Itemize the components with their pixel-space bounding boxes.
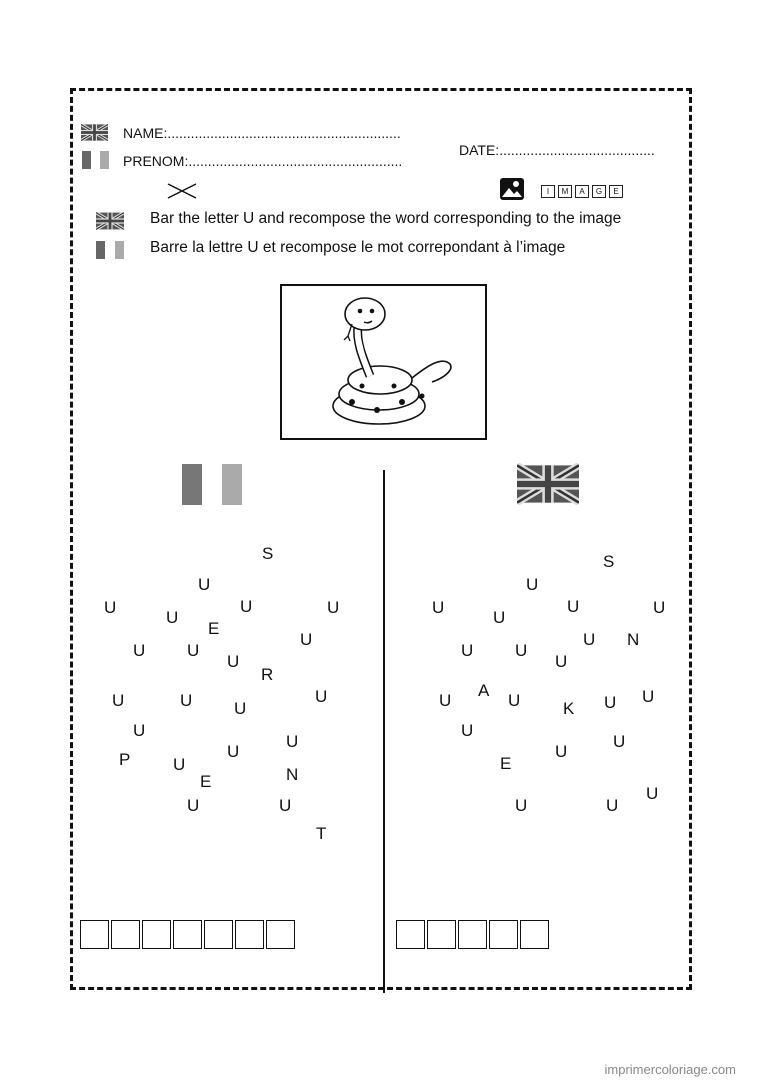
scrambled-letter[interactable]: U bbox=[240, 597, 253, 616]
scrambled-letter[interactable]: S bbox=[603, 552, 615, 571]
scrambled-letter[interactable]: U bbox=[567, 597, 580, 616]
badge-letter: A bbox=[575, 185, 589, 198]
scrambled-letter[interactable]: U bbox=[461, 721, 474, 740]
scrambled-letter[interactable]: U bbox=[300, 630, 313, 649]
scrambled-letter[interactable]: U bbox=[432, 598, 445, 617]
answer-box[interactable] bbox=[204, 920, 233, 949]
scrambled-letter[interactable]: U bbox=[508, 691, 521, 710]
scrambled-letter[interactable]: U bbox=[439, 691, 452, 710]
uk-flag-icon bbox=[81, 124, 108, 141]
scrambled-letter[interactable]: U bbox=[104, 598, 117, 617]
scrambled-letter[interactable]: N bbox=[627, 630, 640, 649]
scrambled-letter[interactable]: U bbox=[187, 641, 200, 660]
scrambled-letter[interactable]: U bbox=[227, 742, 240, 761]
scrambled-letter[interactable]: U bbox=[583, 630, 596, 649]
scrambled-letter[interactable]: U bbox=[327, 598, 340, 617]
scrambled-letter[interactable]: U bbox=[613, 732, 626, 751]
answer-box[interactable] bbox=[266, 920, 295, 949]
scrambled-letter[interactable]: U bbox=[234, 699, 247, 718]
badge-letter: I bbox=[541, 185, 555, 198]
answer-box[interactable] bbox=[520, 920, 549, 949]
snake-illustration bbox=[282, 286, 485, 438]
scrambled-letter[interactable]: E bbox=[500, 754, 512, 773]
french-flag-icon bbox=[182, 464, 242, 505]
french-flag-icon bbox=[96, 241, 124, 259]
scrambled-letter[interactable]: U bbox=[112, 691, 125, 710]
instruction-english: Bar the letter U and recompose the word corresponding to the image bbox=[150, 210, 622, 227]
scrambled-letter[interactable]: U bbox=[187, 796, 200, 815]
answer-boxes-french bbox=[80, 920, 297, 949]
scrambled-letter[interactable]: T bbox=[316, 824, 327, 843]
scrambled-letter[interactable]: U bbox=[555, 652, 568, 671]
answer-box[interactable] bbox=[173, 920, 202, 949]
badge-letter: E bbox=[609, 185, 623, 198]
scrambled-letter[interactable]: U bbox=[315, 687, 328, 706]
answer-box[interactable] bbox=[111, 920, 140, 949]
scrambled-letter[interactable]: U bbox=[642, 687, 655, 706]
scrambled-letter[interactable]: S bbox=[262, 544, 274, 563]
answer-box[interactable] bbox=[489, 920, 518, 949]
prenom-field[interactable]: PRENOM:....................................................... bbox=[123, 153, 403, 169]
scissors-icon bbox=[166, 182, 198, 200]
scrambled-letter[interactable]: R bbox=[261, 665, 274, 684]
scrambled-letter[interactable]: U bbox=[133, 721, 146, 740]
instruction-french: Barre la lettre U et recompose le mot correpondant à l’image bbox=[150, 239, 566, 256]
scrambled-letter[interactable]: U bbox=[653, 598, 666, 617]
image-letter-badge bbox=[541, 185, 623, 198]
picture-box bbox=[280, 284, 487, 440]
scrambled-letter[interactable]: U bbox=[493, 608, 506, 627]
column-divider bbox=[383, 470, 385, 993]
scrambled-letter[interactable]: U bbox=[166, 608, 179, 627]
answer-box[interactable] bbox=[142, 920, 171, 949]
uk-flag-icon bbox=[517, 463, 579, 505]
scrambled-letter[interactable]: U bbox=[279, 796, 292, 815]
answer-boxes-english bbox=[396, 920, 551, 949]
answer-box[interactable] bbox=[396, 920, 425, 949]
image-icon bbox=[500, 178, 524, 200]
scrambled-letter[interactable]: E bbox=[200, 772, 212, 791]
uk-flag-icon bbox=[96, 212, 124, 230]
scrambled-letter[interactable]: K bbox=[563, 699, 575, 718]
date-field[interactable]: DATE:........................................ bbox=[459, 142, 655, 158]
scrambled-letter[interactable]: U bbox=[461, 641, 474, 660]
scrambled-letter[interactable]: U bbox=[198, 575, 211, 594]
scrambled-letter[interactable]: U bbox=[606, 796, 619, 815]
answer-box[interactable] bbox=[80, 920, 109, 949]
name-field[interactable]: NAME:............................................................ bbox=[123, 125, 401, 141]
scrambled-letter[interactable]: U bbox=[515, 796, 528, 815]
scrambled-letter[interactable]: U bbox=[555, 742, 568, 761]
scrambled-letter[interactable]: U bbox=[180, 691, 193, 710]
scrambled-letter[interactable]: P bbox=[119, 750, 131, 769]
scrambled-letter[interactable]: U bbox=[227, 652, 240, 671]
scrambled-letter[interactable]: U bbox=[286, 732, 299, 751]
scrambled-letter[interactable]: U bbox=[604, 693, 617, 712]
scrambled-letter[interactable]: U bbox=[133, 641, 146, 660]
answer-box[interactable] bbox=[235, 920, 264, 949]
scrambled-letter[interactable]: U bbox=[646, 784, 659, 803]
scrambled-letter[interactable]: N bbox=[286, 765, 299, 784]
badge-letter: G bbox=[592, 185, 606, 198]
scrambled-letter[interactable]: U bbox=[173, 755, 186, 774]
french-flag-icon bbox=[82, 151, 109, 169]
site-footer: imprimercoloriage.com bbox=[604, 1062, 736, 1077]
answer-box[interactable] bbox=[427, 920, 456, 949]
badge-letter: M bbox=[558, 185, 572, 198]
scrambled-letter[interactable]: U bbox=[515, 641, 528, 660]
scrambled-letter[interactable]: A bbox=[478, 681, 490, 700]
answer-box[interactable] bbox=[458, 920, 487, 949]
scrambled-letter[interactable]: E bbox=[208, 619, 220, 638]
scrambled-letter[interactable]: U bbox=[526, 575, 539, 594]
